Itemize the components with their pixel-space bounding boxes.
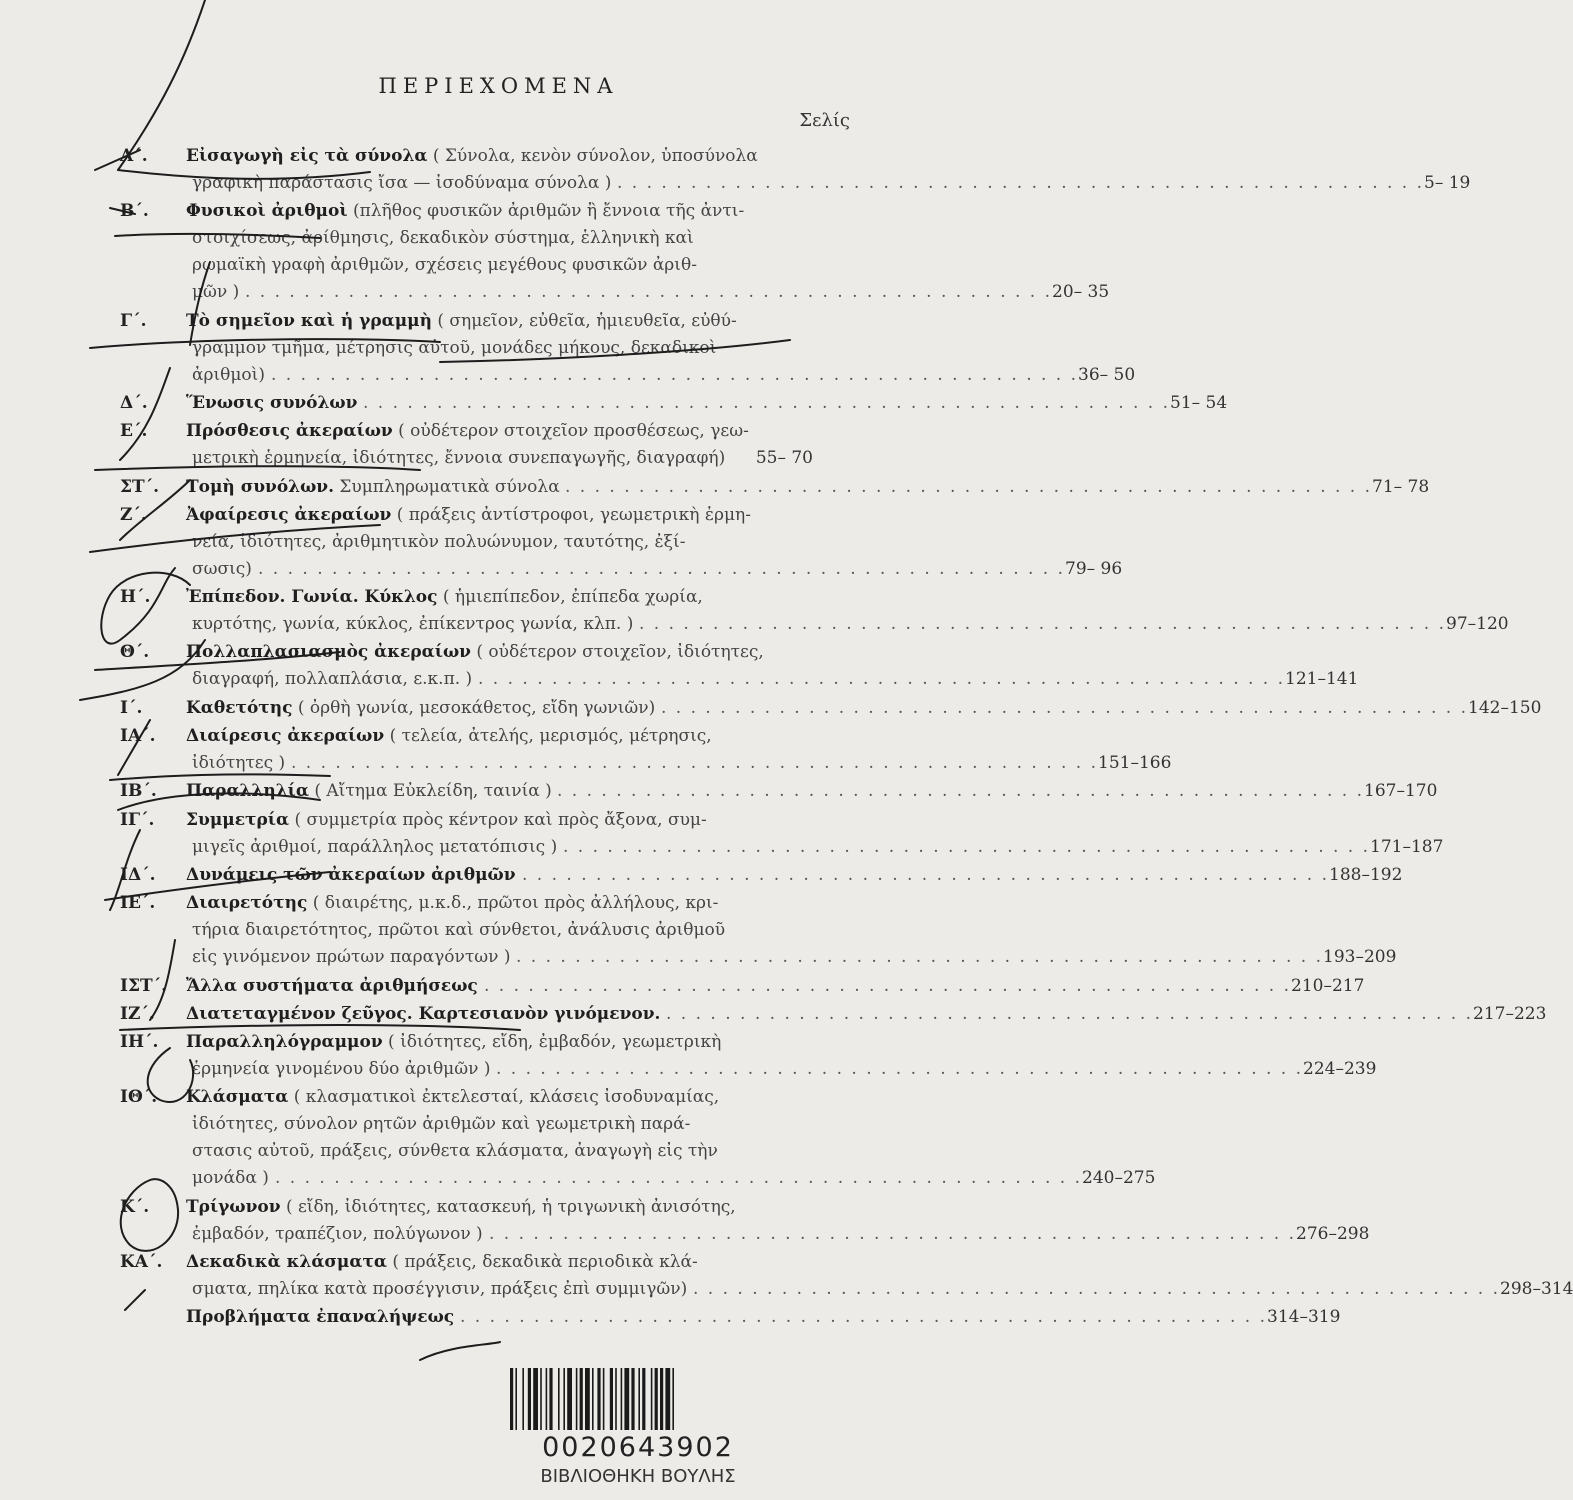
- chapter-description: τήρια διαιρετότητος, πρῶτοι καὶ σύνθετοι, ἀνάλυσις ἀριθμοῦ: [192, 920, 726, 941]
- toc-entry: [120, 308, 1136, 389]
- toc-entry: [120, 198, 1110, 306]
- toc-entry: [120, 143, 1471, 197]
- barcode-bar: [585, 1368, 590, 1430]
- toc-entry: [120, 584, 1509, 638]
- dot-leader: . . . . . . . . . . . . . . . . . . . . . . . . . . . . . . . . . . . . . . . . . . . . . . . . . . . . . . .: [565, 476, 1373, 497]
- toc-entry: [120, 1084, 1156, 1192]
- page-range: 5– 19: [1424, 173, 1471, 193]
- toc-entry-continuation: [120, 279, 1110, 306]
- barcode-bar: [510, 1368, 513, 1430]
- toc-entry-first-line: [120, 807, 876, 834]
- page-range: 97–120: [1446, 614, 1509, 635]
- dot-leader: . . . . . . . . . . . . . . . . . . . . . . . . . . . . . . . . . . . . . . . . . . . . . . . . . . . . . . .: [245, 282, 1053, 303]
- chapter-description: ( ἰδιότητες, εἴδη, ἐμβαδόν, γεωμετρικὴ: [388, 1032, 722, 1053]
- chapter-title: Δεκαδικὰ κλάσματα: [186, 1252, 387, 1272]
- page-range: 20– 35: [1052, 282, 1110, 303]
- toc-entry-continuation: [120, 944, 1397, 971]
- dot-leader: . . . . . . . . . . . . . . . . . . . . . . . . . . . . . . . . . . . . . . . . . . . . . . . . . . . . . . .: [271, 364, 1079, 385]
- chapter-title: Τομὴ συνόλων.: [186, 476, 334, 497]
- page-title: ΠΕΡΙΕΧΟΜΕΝΑ: [378, 74, 619, 98]
- chapter-description: ἀριθμοὶ): [192, 364, 265, 385]
- chapter-title: Φυσικοὶ ἀριθμοὶ: [186, 201, 348, 222]
- barcode-bar: [621, 1368, 623, 1430]
- barcode-bar: [631, 1368, 634, 1430]
- chapter-label: ΣΤ΄.: [120, 476, 160, 497]
- toc-entry-continuation: [120, 1056, 1377, 1083]
- chapter-title: Πρόσθεσις ἀκεραίων: [186, 421, 393, 442]
- chapter-description: ( διαιρέτης, μ.κ.δ., πρῶτοι πρὸς ἀλλήλους, κρι-: [312, 893, 719, 914]
- page-leader: [693, 1276, 1573, 1303]
- page-leader: [496, 1056, 1377, 1083]
- page-leader: [489, 1221, 1370, 1248]
- barcode-bar: [576, 1368, 578, 1430]
- page-leader: [565, 474, 1430, 501]
- toc-entry-first-line: [120, 1304, 1341, 1331]
- chapter-description: ἐμβαδόν, τραπέζιον, πολύγωνον ): [192, 1223, 483, 1244]
- page-range: 36– 50: [1078, 364, 1136, 385]
- barcode-bar: [558, 1368, 560, 1430]
- toc-entry-continuation: [120, 666, 1359, 693]
- chapter-description: κυρτότης, γωνία, κύκλος, ἐπίκεντρος γωνία, κλπ. ): [192, 614, 634, 635]
- page-range: 142–150: [1468, 697, 1542, 718]
- toc-entry-continuation: [120, 1276, 1573, 1303]
- page-leader: [245, 279, 1110, 306]
- toc-entry-first-line: [120, 308, 876, 335]
- page-leader: [617, 170, 1471, 197]
- page-range: 79– 96: [1065, 558, 1123, 579]
- toc-entry-continuation: [120, 556, 1123, 583]
- chapter-description: ( Αἴτημα Εὐκλείδη, ταινία ): [314, 781, 552, 802]
- barcode-bar: [672, 1368, 674, 1430]
- toc-entry: [120, 1029, 1377, 1083]
- chapter-description: μονάδα ): [192, 1168, 269, 1189]
- page-leader: [363, 390, 1228, 417]
- chapter-label: ΙΔ΄.: [120, 864, 156, 885]
- dot-leader: . . . . . . . . . . . . . . . . . . . . . . . . . . . . . . . . . . . . . . . . . . . . . . . . . . . . . . .: [460, 1307, 1268, 1328]
- toc-entry-continuation: [120, 1138, 876, 1165]
- dot-leader: . . . . . . . . . . . . . . . . . . . . . . . . . . . . . . . . . . . . . . . . . . . . . . . . . . . . . . .: [661, 697, 1469, 718]
- page-range: 217–223: [1473, 1003, 1547, 1024]
- chapter-title: Διαίρεσις ἀκεραίων: [186, 726, 385, 746]
- toc-entry: [120, 1249, 1573, 1303]
- barcode-bar: [580, 1368, 583, 1430]
- chapter-description: ( οὐδέτερον στοιχεῖον προσθέσεως, γεω-: [398, 421, 749, 442]
- toc-entry-continuation: [120, 1165, 1156, 1192]
- page-leader: [516, 944, 1397, 971]
- chapter-label: ΙΕ΄.: [120, 893, 156, 914]
- toc-entry-first-line: [120, 723, 876, 750]
- toc-entry: [120, 695, 1542, 722]
- chapter-label: Α΄.: [120, 146, 148, 166]
- barcode-bar: [522, 1368, 524, 1430]
- chapter-description: μῶν ): [192, 282, 240, 303]
- toc-entry: [120, 807, 1444, 861]
- chapter-label: Ζ΄.: [120, 504, 147, 525]
- barcode-bar: [665, 1368, 670, 1430]
- chapter-label: ΚΑ΄.: [120, 1252, 163, 1272]
- chapter-label: ΙΓ΄.: [120, 809, 155, 830]
- toc-entry: [120, 778, 1438, 805]
- dot-leader: . . . . . . . . . . . . . . . . . . . . . . . . . . . . . . . . . . . . . . . . . . . . . . . . . . . . . . .: [478, 669, 1286, 690]
- page-leader: [661, 695, 1542, 722]
- toc-entry-first-line: [120, 584, 876, 611]
- toc-entry: [120, 890, 1397, 971]
- toc-entry-continuation: [120, 529, 876, 556]
- chapter-title: Καθετότης: [186, 697, 293, 718]
- chapter-description: μετρικὴ ἑρμηνεία, ἰδιότητες, ἔννοια συνεπαγωγῆς, διαγραφή): [192, 448, 726, 469]
- page-range: 314–319: [1267, 1307, 1341, 1328]
- chapter-description: ( κλασματικοὶ ἐκτελεσταί, κλάσεις ἰσοδυναμίας,: [293, 1087, 720, 1108]
- chapter-description: ( εἴδη, ἰδιότητες, κατασκευή, ἡ τριγωνικὴ ἀνισότης,: [285, 1196, 736, 1217]
- page-range: 210–217: [1291, 975, 1365, 996]
- page-leader: [291, 750, 1172, 777]
- chapter-description: εἰς γινόμενον πρώτων παραγόντων ): [192, 947, 511, 968]
- chapter-title: Κλάσματα: [186, 1087, 289, 1108]
- chapter-description: στοιχίσεως, ἀρίθμησις, δεκαδικὸν σύστημα, ἑλληνικὴ καὶ: [192, 228, 694, 249]
- barcode-bar: [567, 1368, 572, 1430]
- toc-entry-first-line: [120, 973, 1365, 1000]
- barcode-bar: [546, 1368, 548, 1430]
- page-range: 171–187: [1370, 836, 1444, 857]
- page-leader: [484, 973, 1365, 1000]
- chapter-label: Ε΄.: [120, 421, 148, 442]
- dot-leader: . . . . . . . . . . . . . . . . . . . . . . . . . . . . . . . . . . . . . . . . . . . . . . . . . . . . . . .: [639, 614, 1447, 635]
- chapter-label: Κ΄.: [120, 1196, 150, 1217]
- page-leader: [563, 834, 1444, 861]
- barcode-bar: [603, 1368, 605, 1430]
- chapter-description: ( σημεῖον, εὐθεῖα, ἡμιευθεῖα, εὐθύ-: [437, 310, 737, 331]
- page-range: 51– 54: [1170, 392, 1228, 413]
- barcode-bar: [638, 1368, 640, 1430]
- chapter-label: ΙΖ΄.: [120, 1003, 155, 1024]
- chapter-description: γραφικὴ παράστασις ἴσα — ἰσοδύναμα σύνολα ): [192, 173, 612, 193]
- barcode-bar: [528, 1368, 531, 1430]
- toc-entry-first-line: [120, 198, 876, 225]
- page-range: 276–298: [1296, 1223, 1370, 1244]
- chapter-description: ἰδιότητες ): [192, 753, 286, 773]
- dot-leader: . . . . . . . . . . . . . . . . . . . . . . . . . . . . . . . . . . . . . . . . . . . . . . . . . . . . . . .: [489, 1223, 1297, 1244]
- toc-entry-continuation: [120, 834, 1444, 861]
- toc-entry-continuation: [120, 1221, 1370, 1248]
- chapter-description: ἑρμηνεία γινομένου δύο ἀριθμῶν ): [192, 1059, 491, 1080]
- chapter-label: ΙΒ΄.: [120, 781, 157, 802]
- page-range: 298–314: [1500, 1279, 1573, 1299]
- barcode-bar: [651, 1368, 653, 1430]
- page-range: 224–239: [1303, 1059, 1377, 1080]
- chapter-description: ( πράξεις ἀντίστροφοι, γεωμετρικὴ ἑρμη-: [396, 504, 751, 525]
- dot-leader: . . . . . . . . . . . . . . . . . . . . . . . . . . . . . . . . . . . . . . . . . . . . . . . . . . . . . . .: [666, 1003, 1474, 1024]
- dot-leader: . . . . . . . . . . . . . . . . . . . . . . . . . . . . . . . . . . . . . . . . . . . . . . . . . . . . . . .: [291, 753, 1099, 773]
- chapter-description: σωσις): [192, 558, 252, 579]
- chapter-label: Θ΄.: [120, 642, 150, 663]
- toc-entry-continuation: [120, 335, 876, 362]
- toc-entry-continuation: [120, 362, 1136, 389]
- toc-entry: [120, 1304, 1341, 1331]
- page-leader: [731, 445, 813, 472]
- chapter-label: Γ΄.: [120, 310, 147, 331]
- chapter-label: ΙΗ΄.: [120, 1032, 159, 1053]
- chapter-description: διαγραφή, πολλαπλάσια, ε.κ.π. ): [192, 669, 473, 690]
- chapter-title: Δυνάμεις τῶν ἀκεραίων ἀριθμῶν: [186, 864, 516, 885]
- chapter-description: ( συμμετρία πρὸς κέντρον καὶ πρὸς ἄξονα, συμ-: [294, 809, 707, 830]
- toc-entry-continuation: [120, 170, 1471, 197]
- dot-leader: . . . . . . . . . . . . . . . . . . . . . . . . . . . . . . . . . . . . . . . . . . . . . . . . . . . . . . .: [275, 1168, 1083, 1189]
- dot-leader: . . . . . . . . . . . . . . . . . . . . . . . . . . . . . . . . . . . . . . . . . . . . . . . . . . . . . . .: [693, 1279, 1501, 1299]
- chapter-title: Τὸ σημεῖον καὶ ἡ γραμμὴ: [186, 310, 432, 331]
- toc-entry-first-line: [120, 1249, 876, 1276]
- dot-leader: . . . . . . . . . . . . . . . . . . . . . . . . . . . . . . . . . . . . . . . . . . . . . . . . . . . . . . .: [496, 1059, 1304, 1080]
- toc-entry-first-line: [120, 1194, 876, 1221]
- toc-entry-first-line: [120, 890, 876, 917]
- chapter-description: ἰδιότητες, σύνολον ρητῶν ἀριθμῶν καὶ γεωμετρικὴ παρά-: [192, 1114, 691, 1135]
- chapter-label: Β΄.: [120, 201, 149, 222]
- toc-entry-continuation: [120, 917, 876, 944]
- barcode-bar: [563, 1368, 565, 1430]
- chapter-title: Ἀφαίρεσις ἀκεραίων: [186, 504, 392, 525]
- toc-entry-first-line: [120, 778, 1438, 805]
- barcode-bar: [642, 1368, 645, 1430]
- barcode-bar: [549, 1368, 552, 1430]
- barcode-bar: [610, 1368, 613, 1430]
- dot-leader: . . . . . . . . . . . . . . . . . . . . . . . . . . . . . . . . . . . . . . . . . . . . . . . . . . . . . . .: [563, 836, 1371, 857]
- barcode-bar: [624, 1368, 629, 1430]
- chapter-label: ΙΘ΄.: [120, 1087, 158, 1108]
- dot-leader: . . . . . . . . . . . . . . . . . . . . . . . . . . . . . . . . . . . . . . . . . . . . . . . . . . . . . . .: [522, 864, 1330, 885]
- chapter-title: Πολλαπλασιασμὸς ἀκεραίων: [186, 642, 471, 663]
- toc-entry-first-line: [120, 143, 876, 170]
- dot-leader: . . . . . . . . . . . . . . . . . . . . . . . . . . . . . . . . . . . . . . . . . . . . . . . . . . . . . . .: [258, 558, 1066, 579]
- dot-leader: . . . . . . . . . . . . . . . . . . . . . . . . . . . . . . . . . . . . . . . . . . . . . . . . . . . . . . .: [484, 975, 1292, 996]
- chapter-description: μιγεῖς ἀριθμοί, παράλληλος μετατόπισις ): [192, 836, 558, 857]
- page-range: 71– 78: [1372, 476, 1430, 497]
- toc-entry-continuation: [120, 445, 876, 472]
- chapter-description: ρωμαϊκὴ γραφὴ ἀριθμῶν, σχέσεις μεγέθους φυσικῶν ἀριθ-: [192, 255, 697, 276]
- toc-entry-first-line: [120, 390, 1228, 417]
- chapter-description: ( Σύνολα, κενὸν σύνολον, ὑποσύνολα: [432, 146, 758, 166]
- barcode-bar: [533, 1368, 538, 1430]
- barcode-bar: [660, 1368, 663, 1430]
- barcode-bar: [592, 1368, 594, 1430]
- chapter-description: νεία, ἰδιότητες, ἀριθμητικὸν πολυώνυμον, ταυτότης, ἐξί-: [192, 531, 686, 552]
- toc-entry: [120, 390, 1228, 417]
- toc-entry: [120, 639, 1359, 693]
- barcode-bar: [540, 1368, 542, 1430]
- page-range: 151–166: [1098, 753, 1172, 773]
- page-leader: [639, 611, 1509, 638]
- library-stamp: ΒΙΒΛΙΟΘΗΚΗ ΒΟΥΛΗΣ: [540, 1466, 736, 1487]
- toc-entry: [120, 502, 1123, 583]
- chapter-label: Δ΄.: [120, 392, 148, 413]
- barcode-bar: [597, 1368, 600, 1430]
- toc-entry: [120, 1194, 1370, 1248]
- chapter-label: Ι΄.: [120, 697, 143, 718]
- chapter-label: ΙΣΤ΄.: [120, 975, 168, 996]
- page-range: 240–275: [1082, 1168, 1156, 1189]
- toc-entry-continuation: [120, 252, 876, 279]
- toc-entry-continuation: [120, 225, 876, 252]
- dot-leader: . . . . . . . . . . . . . . . . . . . . . . . . . . . . . . . . . . . . . . . . . . . . . . . . . . . . . . .: [557, 781, 1365, 802]
- page-leader: [522, 862, 1403, 889]
- chapter-description: ( πράξεις, δεκαδικὰ περιοδικὰ κλά-: [392, 1252, 698, 1272]
- chapter-title: Παραλληλία: [186, 781, 309, 802]
- toc-entry: [120, 973, 1365, 1000]
- toc-entry-continuation: [120, 611, 1509, 638]
- chapter-title: Διαιρετότης: [186, 893, 308, 914]
- chapter-title: Ἄλλα συστήματα ἀριθμήσεως: [186, 975, 478, 996]
- pages-column-header: Σελίς: [799, 110, 850, 131]
- page-range: 188–192: [1329, 864, 1403, 885]
- chapter-title: Εἰσαγωγὴ εἰς τὰ σύνολα: [186, 146, 428, 166]
- chapter-label: ΙΑ΄.: [120, 726, 156, 746]
- chapter-title: Παραλληλόγραμμον: [186, 1032, 383, 1053]
- chapter-description: γραμμον τμῆμα, μέτρησις αὐτοῦ, μονάδες μήκους, δεκαδικοὶ: [192, 337, 717, 358]
- toc-entry-first-line: [120, 862, 1403, 889]
- toc-entry-first-line: [120, 639, 876, 666]
- toc-entry-continuation: [120, 1111, 876, 1138]
- chapter-title: Προβλήματα ἐπαναλήψεως: [186, 1307, 455, 1328]
- toc-entry-continuation: [120, 750, 1172, 777]
- page-leader: [478, 666, 1359, 693]
- page-range: 193–209: [1323, 947, 1397, 968]
- page-range: 167–170: [1364, 781, 1438, 802]
- barcode-bar: [615, 1368, 617, 1430]
- chapter-description: (πλῆθος φυσικῶν ἀριθμῶν ἢ ἔννοια τῆς ἀντι-: [352, 201, 745, 222]
- chapter-description: ( τελεία, ἀτελής, μερισμός, μέτρησις,: [389, 726, 712, 746]
- chapter-description: ( οὐδέτερον στοιχεῖον, ἰδιότητες,: [476, 642, 764, 663]
- toc-entry-first-line: [120, 1084, 876, 1111]
- chapter-title: Ἕνωσις συνόλων: [186, 392, 358, 413]
- page-range: 121–141: [1285, 669, 1359, 690]
- page-range: 55– 70: [755, 448, 813, 469]
- toc-entry: [120, 862, 1403, 889]
- toc-entry-first-line: [120, 695, 1542, 722]
- barcode-bar: [515, 1368, 517, 1430]
- toc-entry: [120, 1001, 1547, 1028]
- chapter-title: Τρίγωνον: [186, 1196, 281, 1217]
- page-leader: [258, 556, 1123, 583]
- page-leader: [557, 778, 1438, 805]
- chapter-title: Συμμετρία: [186, 809, 290, 830]
- chapter-title: Ἐπίπεδον. Γωνία. Κύκλος: [186, 587, 438, 608]
- dot-leader: . . . . . . . . . . . . . . . . . . . . . . . . . . . . . . . . . . . . . . . . . . . . . . . . . . . . . . .: [617, 173, 1425, 193]
- page-leader: [271, 362, 1136, 389]
- chapter-description: σματα, πηλίκα κατὰ προσέγγισιν, πράξεις ἐπὶ συμμιγῶν): [192, 1279, 688, 1299]
- dot-leader: . . . . . . . . . . . . . . . . . . . . . . . . . . . . . . . . . . . . . . . . . . . . . . . . . . . . . . .: [516, 947, 1324, 968]
- toc-entry-first-line: [120, 1029, 876, 1056]
- toc-entry: [120, 418, 876, 472]
- toc-entry: [120, 723, 1172, 777]
- toc-entry-first-line: [120, 474, 1430, 501]
- chapter-description: ( ὀρθὴ γωνία, μεσοκάθετος, εἴδη γωνιῶν): [297, 697, 656, 718]
- toc-entry: [120, 474, 1430, 501]
- chapter-description: ( ἡμιεπίπεδον, ἐπίπεδα χωρία,: [442, 587, 703, 608]
- chapter-description: Συμπληρωματικὰ σύνολα: [339, 476, 560, 497]
- barcode-bar: [655, 1368, 658, 1430]
- toc-entry-first-line: [120, 502, 876, 529]
- page-leader: [666, 1001, 1547, 1028]
- toc-entry-first-line: [120, 1001, 1547, 1028]
- chapter-description: στασις αὐτοῦ, πράξεις, σύνθετα κλάσματα, ἀναγωγὴ εἰς τὴν: [192, 1141, 718, 1162]
- dot-leader: . . . . . . . . . . . . . . . . . . . . . . . . . . . . . . . . . . . . . . . . . . . . . . . . . . . . . . .: [363, 392, 1171, 413]
- chapter-label: Η΄.: [120, 587, 151, 608]
- chapter-title: Διατεταγμένον ζεῦγος. Καρτεσιανὸν γινόμενον.: [186, 1003, 661, 1024]
- barcode-number: 0020643902: [542, 1432, 734, 1463]
- page-leader: [275, 1165, 1156, 1192]
- toc-entry-first-line: [120, 418, 876, 445]
- page-leader: [460, 1304, 1341, 1331]
